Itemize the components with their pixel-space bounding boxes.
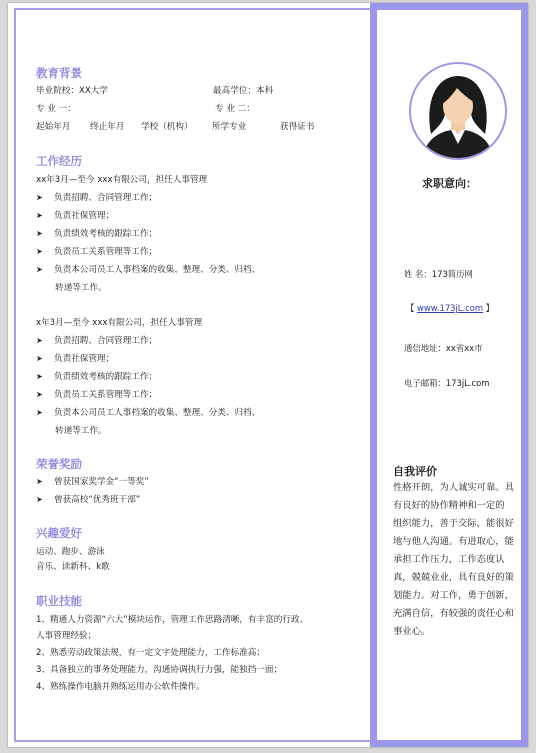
job1-continuation: 转递等工作。: [55, 283, 107, 293]
hobbies-title: 兴趣爱好: [36, 526, 82, 540]
work-title: 工作经历: [36, 154, 82, 168]
hobby-line: 运动、跑步、游泳: [36, 547, 105, 557]
arrow-bullet-icon: ➤: [36, 229, 43, 238]
self-eval-line: 充满自信，有较强的责任心和: [393, 608, 514, 619]
list-item: ➤ 曾获国家奖学金“一等奖”: [36, 477, 149, 487]
major-one: 专 业 一：: [36, 104, 76, 114]
self-eval-line: 事业心。: [393, 626, 431, 637]
self-eval-line: 有良好的协作精神和一定的: [393, 500, 505, 511]
skill-line: 人事管理经验；: [36, 631, 97, 641]
self-eval-line: 承担工作压力，工作态度认: [393, 554, 505, 565]
site-row: 【 www.173jL.com 】: [406, 303, 495, 313]
woman-avatar-icon: [411, 64, 505, 158]
arrow-bullet-icon: ➤: [36, 354, 43, 363]
skill-line: 4、熟练操作电脑并熟练运用办公软件操作。: [36, 682, 205, 692]
list-item: ➤ 负责本公司员工人事档案的收集、整理、分类、归档、: [36, 408, 261, 418]
email: 电子邮箱：173jL.com: [404, 378, 490, 388]
edu-col-start: 起始年月: [36, 122, 71, 132]
list-item: ➤ 负责社保管理；: [36, 354, 115, 364]
list-item: ➤ 曾获高校“优秀班干部”: [36, 495, 141, 505]
job2-header: x年3月—至今 xxx有限公司，担任人事管理: [36, 318, 203, 328]
arrow-bullet-icon: ➤: [36, 495, 43, 504]
site-link[interactable]: www.173jL.com: [417, 303, 484, 313]
name-value: 173简历网: [431, 269, 473, 279]
self-evaluation-title: 自我评价: [393, 465, 437, 478]
list-item: ➤ 负责员工关系管理等工作；: [36, 390, 158, 400]
honors-title: 荣誉奖励: [36, 457, 82, 471]
sidebar: [370, 3, 528, 747]
self-eval-line: 划能力。对工作，勇于创新，: [393, 590, 514, 601]
edu-col-major: 所学专业: [212, 122, 247, 132]
arrow-bullet-icon: ➤: [36, 211, 43, 220]
school: 毕业院校：XX大学: [36, 86, 108, 96]
arrow-bullet-icon: ➤: [36, 193, 43, 202]
avatar: [409, 62, 507, 160]
self-eval-line: 组织能力，善于交际，能很好: [393, 518, 514, 529]
degree: 最高学位：本科: [213, 86, 274, 96]
skill-line: 1、精通人力资源“六大”模块运作，管理工作思路清晰，有丰富的行政、: [36, 615, 309, 625]
list-item: ➤ 负责招聘、合同管理工作；: [36, 336, 158, 346]
list-item: ➤ 负责绩效考核的跟踪工作；: [36, 229, 158, 239]
name-row: [404, 268, 473, 280]
hobby-line: 音乐、读新科、k歌: [36, 562, 110, 572]
list-item: ➤ 负责招聘、合同管理工作；: [36, 193, 158, 203]
edu-col-cert: 获得证书: [280, 122, 315, 132]
skills-title: 职业技能: [36, 594, 82, 608]
list-item: ➤ 负责绩效考核的跟踪工作；: [36, 372, 158, 382]
edu-col-school: 学校（机构）: [141, 122, 193, 132]
job1-header: xx年3月—至今 xxx有限公司，担任人事管理: [36, 175, 208, 185]
list-item: ➤ 负责社保管理；: [36, 211, 115, 221]
resume-page: [8, 3, 528, 747]
sidebar-panel: [377, 10, 521, 740]
self-eval-line: 性格开朗，为人诚实可靠。具: [393, 482, 514, 493]
arrow-bullet-icon: ➤: [36, 372, 43, 381]
self-eval-line: 真，兢兢业业，具有良好的策: [393, 572, 514, 583]
job2-continuation: 转递等工作。: [55, 426, 107, 436]
major-two: 专 业 二：: [215, 104, 255, 114]
arrow-bullet-icon: ➤: [36, 477, 43, 486]
arrow-bullet-icon: ➤: [36, 390, 43, 399]
skill-line: 2、熟悉劳动政策法规，有一定文字处理能力，工作标准高；: [36, 648, 265, 658]
arrow-bullet-icon: ➤: [36, 408, 43, 417]
address: 通信地址：xx省xx市: [404, 343, 483, 353]
skill-line: 3、具备独立的事务处理能力，沟通协调执行力强，能独挡一面；: [36, 665, 283, 675]
education-title: 教育背景: [36, 66, 82, 80]
name-label: 姓 名：: [404, 269, 432, 279]
job-intent-title: 求职意向：: [422, 177, 477, 190]
list-item: ➤ 负责本公司员工人事档案的收集、整理、分类、归档、: [36, 265, 261, 275]
list-item: ➤ 负责员工关系管理等工作；: [36, 247, 158, 257]
arrow-bullet-icon: ➤: [36, 336, 43, 345]
self-eval-line: 地与他人沟通。有进取心，能: [393, 536, 514, 547]
arrow-bullet-icon: ➤: [36, 265, 43, 274]
edu-col-end: 终止年月: [90, 122, 125, 132]
arrow-bullet-icon: ➤: [36, 247, 43, 256]
